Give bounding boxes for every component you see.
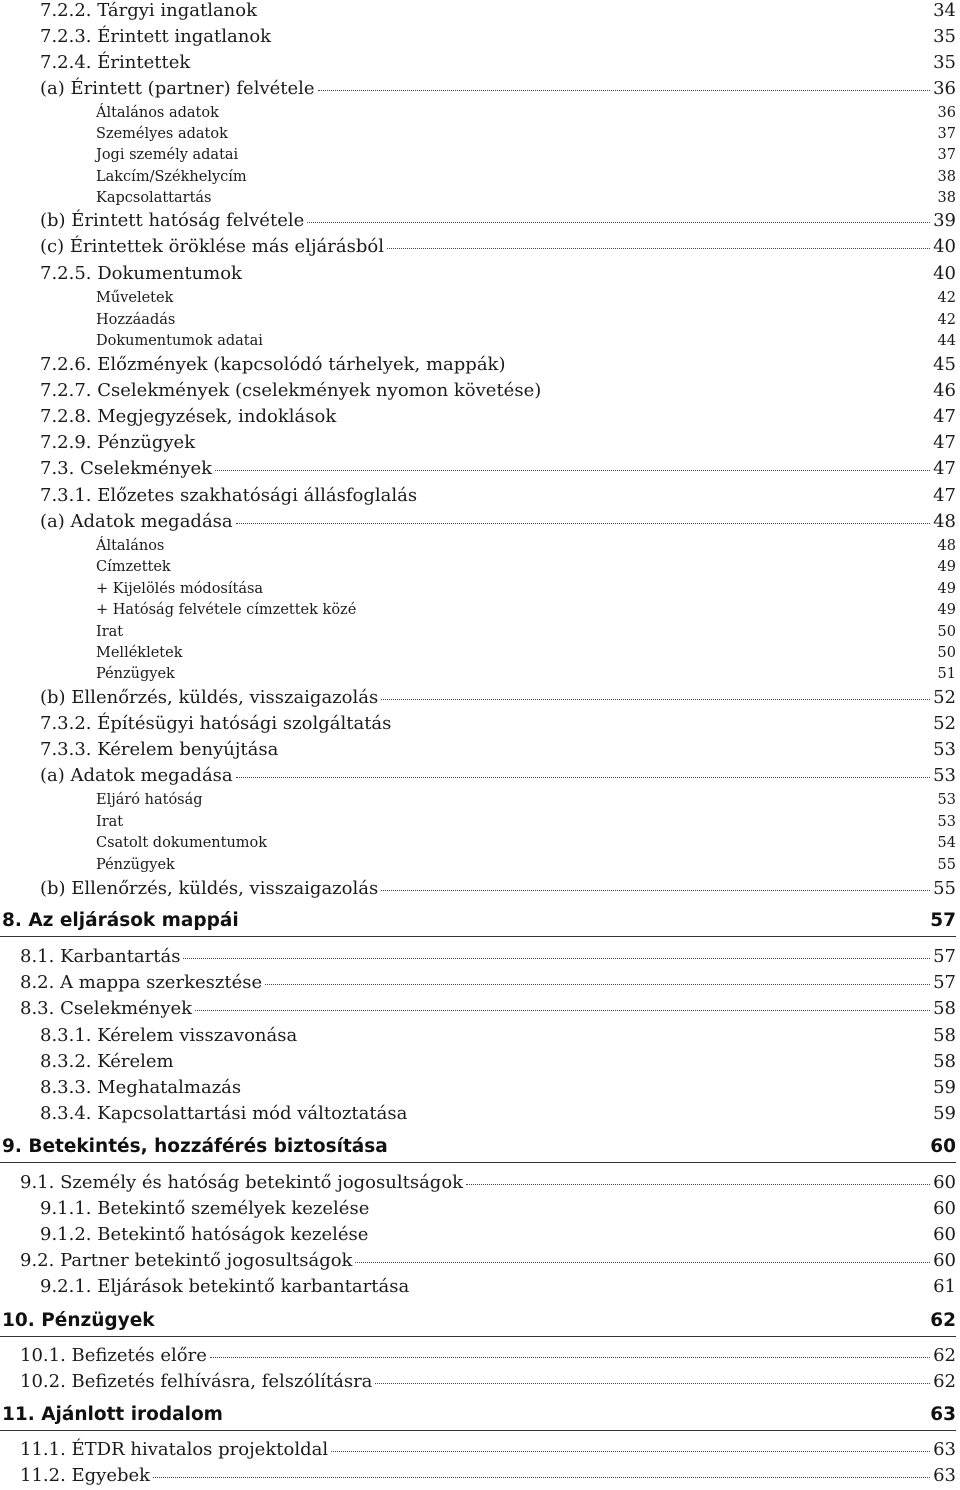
- dot-leader: [153, 1477, 930, 1478]
- chapter-divider: [0, 936, 956, 937]
- dot-leader: [195, 1010, 930, 1011]
- toc-entry-page-number: 55: [937, 857, 956, 873]
- toc-entry[interactable]: [96, 665, 956, 683]
- toc-entry-label: 8.3.3. Meghatalmazás: [40, 1077, 242, 1098]
- toc-entry-label: 9.2. Partner betekintő jogosultságok: [20, 1250, 353, 1271]
- toc-entry-page-number: 58: [933, 1025, 956, 1046]
- toc-entry[interactable]: [40, 52, 956, 74]
- toc-entry-label: 7.3.1. Előzetes szakhatósági állásfoglalás: [40, 485, 418, 506]
- toc-entry-page-number: 37: [937, 126, 956, 142]
- toc-entry-page-number: 58: [933, 998, 956, 1019]
- toc-entry-page-number: 58: [933, 1051, 956, 1072]
- toc-entry[interactable]: [40, 485, 956, 507]
- toc-entry-page-number: 62: [933, 1371, 956, 1392]
- toc-entry-label: 7.2.2. Tárgyi ingatlanok: [40, 0, 258, 21]
- toc-entry-page-number: 59: [933, 1103, 956, 1124]
- toc-entry[interactable]: [40, 263, 956, 285]
- toc-entry-page-number: 35: [933, 26, 956, 47]
- toc-chapter[interactable]: [2, 909, 956, 933]
- toc-entry[interactable]: [40, 26, 956, 48]
- toc-entry-label: 8.3.4. Kapcsolattartási mód változtatása: [40, 1103, 408, 1124]
- toc-entry[interactable]: [96, 189, 956, 207]
- toc-entry[interactable]: [96, 813, 956, 831]
- toc-entry-label: Címzettek: [96, 559, 171, 575]
- toc-entry-page-number: 52: [933, 687, 956, 708]
- toc-entry-page-number: 49: [937, 559, 956, 575]
- toc-entry-page-number: 63: [933, 1465, 956, 1486]
- toc-entry-page-number: 60: [933, 1224, 956, 1245]
- chapter-divider: [0, 1162, 956, 1163]
- toc-entry-label: 7.2.5. Dokumentumok: [40, 263, 242, 284]
- dot-leader: [375, 1383, 930, 1384]
- toc-entry-label: Irat: [96, 624, 124, 640]
- toc-entry-page-number: 38: [937, 169, 956, 185]
- toc-entry-label: Személyes adatok: [96, 126, 228, 142]
- toc-entry[interactable]: [96, 289, 956, 307]
- toc-entry-label: Pénzügyek: [96, 857, 175, 873]
- toc-entry-page-number: 57: [933, 946, 956, 967]
- toc-entry-label: 8.3. Cselekmények: [20, 998, 193, 1019]
- toc-entry-label: 8. Az eljárások mappái: [2, 910, 239, 931]
- toc-entry-label: Műveletek: [96, 290, 174, 306]
- toc-entry-page-number: 60: [930, 1136, 956, 1157]
- dot-leader: [381, 699, 930, 700]
- toc-entry[interactable]: [40, 1276, 956, 1298]
- toc-entry[interactable]: [40, 432, 956, 454]
- toc-entry[interactable]: [40, 406, 956, 428]
- toc-entry[interactable]: [40, 1198, 956, 1220]
- toc-entry[interactable]: [96, 601, 956, 619]
- toc-entry-page-number: 49: [937, 602, 956, 618]
- toc-entry-page-number: 55: [933, 878, 956, 899]
- toc-entry-label: Lakcím/Székhelycím: [96, 169, 247, 185]
- toc-entry[interactable]: [20, 1172, 956, 1194]
- dot-leader: [318, 90, 931, 91]
- dot-leader: [331, 1451, 930, 1452]
- toc-entry-label: 10.1. Befizetés előre: [20, 1345, 207, 1366]
- toc-chapter[interactable]: [2, 1135, 956, 1159]
- toc-entry[interactable]: [40, 1051, 956, 1073]
- toc-entry[interactable]: [96, 644, 956, 662]
- toc-entry[interactable]: [40, 765, 956, 787]
- toc-entry-label: Dokumentumok adatai: [96, 333, 263, 349]
- toc-entry-label: 8.3.2. Kérelem: [40, 1051, 174, 1072]
- dot-leader: [265, 984, 930, 985]
- toc-entry-label: 9. Betekintés, hozzáférés biztosítása: [2, 1136, 388, 1157]
- dot-leader: [236, 523, 930, 524]
- toc-entry[interactable]: [40, 380, 956, 402]
- toc-entry-label: 7.2.3. Érintett ingatlanok: [40, 26, 272, 47]
- toc-entry[interactable]: [40, 1224, 956, 1246]
- toc-entry-label: Általános: [96, 538, 165, 554]
- toc-entry-page-number: 62: [930, 1310, 956, 1331]
- toc-entry-label: Eljáró hatóság: [96, 792, 203, 808]
- toc-entry-page-number: 36: [933, 78, 956, 99]
- toc-entry[interactable]: [20, 1371, 956, 1393]
- toc-entry-label: (c) Érintettek öröklése más eljárásból: [40, 236, 384, 257]
- toc-entry-label: 9.1.1. Betekintő személyek kezelése: [40, 1198, 370, 1219]
- toc-entry-page-number: 42: [937, 290, 956, 306]
- toc-entry[interactable]: [40, 354, 956, 376]
- toc-entry-label: 8.2. A mappa szerkesztése: [20, 972, 263, 993]
- toc-entry-label: Irat: [96, 814, 124, 830]
- toc-entry-page-number: 47: [933, 432, 956, 453]
- toc-entry[interactable]: [20, 1439, 956, 1461]
- toc-entry-page-number: 59: [933, 1077, 956, 1098]
- toc-entry[interactable]: [96, 791, 956, 809]
- toc-entry-page-number: 37: [937, 147, 956, 163]
- toc-entry-label: 7.2.6. Előzmények (kapcsolódó tárhelyek, mappák): [40, 354, 506, 375]
- toc-entry-page-number: 45: [933, 354, 956, 375]
- dot-leader: [215, 470, 930, 471]
- toc-entry-page-number: 53: [933, 739, 956, 760]
- toc-entry[interactable]: [40, 236, 956, 258]
- toc-entry-label: Hozzáadás: [96, 312, 176, 328]
- toc-entry[interactable]: [20, 1345, 956, 1367]
- toc-entry[interactable]: [40, 739, 956, 761]
- toc-entry-label: Mellékletek: [96, 645, 183, 661]
- toc-entry[interactable]: [40, 713, 956, 735]
- toc-entry-page-number: 53: [937, 814, 956, 830]
- toc-entry-page-number: 51: [937, 666, 956, 682]
- toc-entry-page-number: 50: [937, 624, 956, 640]
- toc-entry-page-number: 48: [933, 511, 956, 532]
- toc-entry[interactable]: [96, 311, 956, 329]
- dot-leader: [466, 1184, 930, 1185]
- toc-entry[interactable]: [96, 558, 956, 576]
- toc-entry-page-number: 44: [937, 333, 956, 349]
- toc-entry[interactable]: [96, 623, 956, 641]
- toc-entry-label: 9.1. Személy és hatóság betekintő jogosultságok: [20, 1172, 464, 1193]
- toc-entry[interactable]: [96, 332, 956, 350]
- toc-entry-page-number: 38: [937, 190, 956, 206]
- toc-entry-label: 7.3. Cselekmények: [40, 458, 213, 479]
- dot-leader: [307, 222, 930, 223]
- toc-entry-label: Általános adatok: [96, 105, 219, 121]
- toc-entry-page-number: 63: [933, 1439, 956, 1460]
- toc-entry-label: + Hatóság felvétele címzettek közé: [96, 602, 357, 618]
- toc-entry[interactable]: [40, 1025, 956, 1047]
- toc-entry-label: 11. Ajánlott irodalom: [2, 1404, 223, 1425]
- toc-entry-label: 7.3.3. Kérelem benyújtása: [40, 739, 279, 760]
- toc-entry-page-number: 40: [933, 263, 956, 284]
- toc-entry-page-number: 48: [937, 538, 956, 554]
- toc-entry[interactable]: [96, 104, 956, 122]
- toc-chapter[interactable]: [2, 1309, 956, 1333]
- toc-entry[interactable]: [40, 511, 956, 533]
- toc-entry-page-number: 34: [933, 0, 956, 21]
- toc-entry-page-number: 50: [937, 645, 956, 661]
- toc-entry-label: 7.2.7. Cselekmények (cselekmények nyomon követése): [40, 380, 542, 401]
- toc-entry[interactable]: [40, 0, 956, 22]
- toc-entry-page-number: 57: [933, 972, 956, 993]
- toc-entry-label: + Kijelölés módosítása: [96, 581, 264, 597]
- toc-entry-page-number: 47: [933, 485, 956, 506]
- toc-entry[interactable]: [40, 210, 956, 232]
- toc-entry-page-number: 62: [933, 1345, 956, 1366]
- chapter-divider: [0, 1430, 956, 1431]
- toc-entry[interactable]: [40, 458, 956, 480]
- chapter-divider: [0, 1336, 956, 1337]
- toc-entry-page-number: 60: [933, 1250, 956, 1271]
- toc-entry-page-number: 61: [933, 1276, 956, 1297]
- toc-entry-label: 11.2. Egyebek: [20, 1465, 151, 1486]
- toc-entry[interactable]: [40, 1103, 956, 1125]
- toc-entry-label: 7.2.9. Pénzügyek: [40, 432, 196, 453]
- toc-entry-page-number: 49: [937, 581, 956, 597]
- toc-entry-page-number: 47: [933, 458, 956, 479]
- toc-entry-label: (a) Érintett (partner) felvétele: [40, 78, 315, 99]
- toc-entry-page-number: 47: [933, 406, 956, 427]
- toc-entry[interactable]: [20, 946, 956, 968]
- toc-entry-label: 9.2.1. Eljárások betekintő karbantartása: [40, 1276, 410, 1297]
- toc-entry[interactable]: [20, 998, 956, 1020]
- toc-chapter[interactable]: [2, 1403, 956, 1427]
- toc-entry-label: Kapcsolattartás: [96, 190, 212, 206]
- dot-leader: [210, 1357, 930, 1358]
- toc-entry-page-number: 57: [930, 910, 956, 931]
- toc-entry-page-number: 35: [933, 52, 956, 73]
- toc-entry[interactable]: [20, 1250, 956, 1272]
- dot-leader: [387, 248, 930, 249]
- toc-entry-label: 7.2.4. Érintettek: [40, 52, 191, 73]
- toc-entry[interactable]: [40, 78, 956, 100]
- toc-entry[interactable]: [96, 125, 956, 143]
- toc-entry-label: Jogi személy adatai: [96, 147, 239, 163]
- toc-entry[interactable]: [96, 168, 956, 186]
- toc-entry-label: (b) Érintett hatóság felvétele: [40, 210, 305, 231]
- toc-entry-page-number: 54: [937, 835, 956, 851]
- toc-entry-page-number: 42: [937, 312, 956, 328]
- toc-entry[interactable]: [96, 580, 956, 598]
- toc-entry-label: 8.3.1. Kérelem visszavonása: [40, 1025, 298, 1046]
- toc-entry-label: (b) Ellenőrzés, küldés, visszaigazolás: [40, 687, 379, 708]
- dot-leader: [183, 958, 930, 959]
- toc-entry[interactable]: [20, 972, 956, 994]
- toc-entry-label: (a) Adatok megadása: [40, 511, 233, 532]
- toc-entry-label: 9.1.2. Betekintő hatóságok kezelése: [40, 1224, 369, 1245]
- dot-leader: [381, 890, 930, 891]
- toc-entry[interactable]: [40, 687, 956, 709]
- toc-entry-label: 10. Pénzügyek: [2, 1310, 155, 1331]
- toc-entry-page-number: 60: [933, 1172, 956, 1193]
- toc-entry-page-number: 40: [933, 236, 956, 257]
- toc-entry[interactable]: [20, 1465, 956, 1487]
- toc-entry-page-number: 53: [937, 792, 956, 808]
- dot-leader: [355, 1262, 930, 1263]
- toc-entry-page-number: 39: [933, 210, 956, 231]
- toc-entry-label: Pénzügyek: [96, 666, 175, 682]
- toc-entry-label: Csatolt dokumentumok: [96, 835, 268, 851]
- toc-entry-label: 7.3.2. Építésügyi hatósági szolgáltatás: [40, 713, 392, 734]
- toc-entry-label: 11.1. ÉTDR hivatalos projektoldal: [20, 1439, 329, 1460]
- toc-entry[interactable]: [96, 146, 956, 164]
- toc-entry-label: 10.2. Befizetés felhívásra, felszólításra: [20, 1371, 373, 1392]
- toc-entry-page-number: 46: [933, 380, 956, 401]
- toc-entry[interactable]: [96, 856, 956, 874]
- toc-entry-page-number: 52: [933, 713, 956, 734]
- toc-entry-label: (b) Ellenőrzés, küldés, visszaigazolás: [40, 878, 379, 899]
- toc-entry-label: 7.2.8. Megjegyzések, indoklások: [40, 406, 337, 427]
- toc-entry-label: 8.1. Karbantartás: [20, 946, 181, 967]
- toc-entry-page-number: 53: [933, 765, 956, 786]
- toc-entry[interactable]: [40, 1077, 956, 1099]
- toc-entry[interactable]: [40, 878, 956, 900]
- toc-entry-label: (a) Adatok megadása: [40, 765, 233, 786]
- toc-entry-page-number: 36: [937, 105, 956, 121]
- toc-entry-page-number: 63: [930, 1404, 956, 1425]
- toc-entry-page-number: 60: [933, 1198, 956, 1219]
- toc-entry[interactable]: [96, 537, 956, 555]
- toc-entry[interactable]: [96, 834, 956, 852]
- dot-leader: [236, 777, 930, 778]
